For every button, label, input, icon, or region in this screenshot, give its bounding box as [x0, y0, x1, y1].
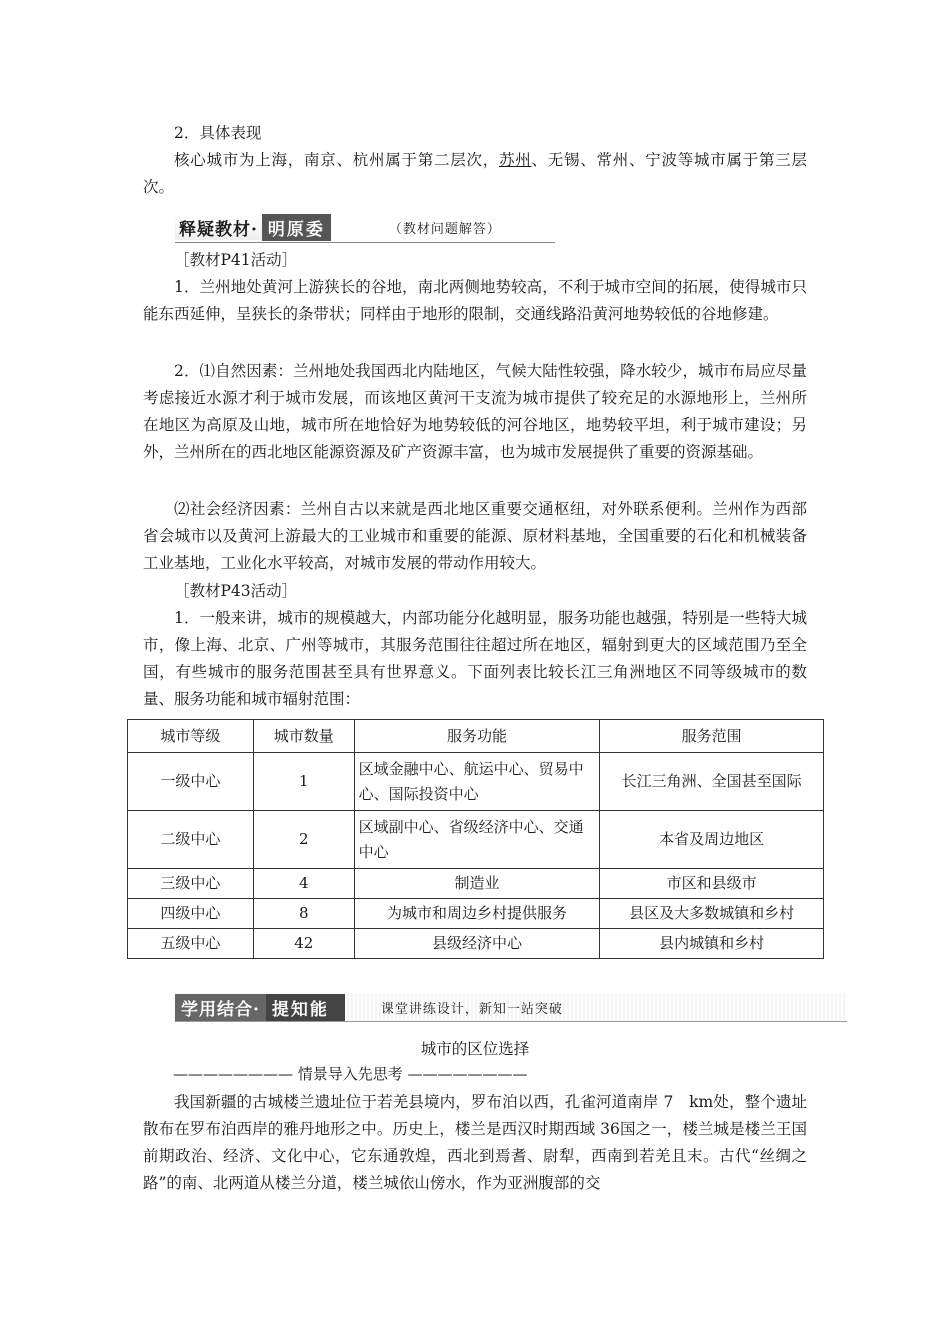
table-row	[128, 811, 824, 869]
section-paragraph: 我国新疆的古城楼兰遗址位于若羌县境内，罗布泊以西，孔雀河道南岸 7 km处，整个遗址散布在罗布泊西岸的雅丹地形之中。历史上，楼兰是西汉时期西域 36国之一，楼兰城是楼兰王国前期政治、经济、文化中心，它东通敦煌，西北到焉耆、尉犁，西南到若羌且末。古代“丝绸之路”的南、北两道从楼兰分道，楼兰城依山傍水，作为亚洲腹部的交	[143, 1093, 807, 1192]
p41-item-1: 1．兰州地处黄河上游狭长的谷地，南北两侧地势较高，不利于城市空间的拓展，使得城市只能东西延伸，呈狭长的条带状；同样由于地形的限制，交通线路沿黄河地势较低的谷地修建。	[143, 278, 807, 323]
table-cell: 4	[253, 869, 354, 899]
table-cell: 本省及周边地区	[600, 811, 824, 869]
intro-text-before: 核心城市为上海，南京、杭州属于第二层次，	[174, 151, 499, 169]
banner-title-part-b: 提知能	[266, 994, 345, 1021]
table-header-cell: 城市数量	[253, 720, 354, 753]
table-header-cell: 服务功能	[354, 720, 600, 753]
intro-text-after: 、无锡、常州、宁波等城市属于第三层次。	[143, 151, 807, 196]
table-header-row	[128, 720, 824, 753]
p43-item-1: 1．一般来讲，城市的规模越大，内部功能分化越明显，服务功能也越强，特别是一些特大城市，像上海、北京、广州等城市，其服务范围往往超过所在地区，辐射到更大的区域范围乃至全国，有些城市的服务范围甚至具有世界意义。下面列表比较长江三角洲地区不同等级城市的数量、服务功能和城市辐射范围：	[143, 609, 807, 708]
banner-note: 课堂讲练设计，新知一站突破	[380, 1001, 563, 1017]
table-cell: 制造业	[354, 869, 600, 899]
table-cell: 区域副中心、省级经济中心、交通中心	[354, 811, 600, 869]
table-cell: 1	[253, 753, 354, 811]
table-cell: 县级经济中心	[354, 929, 600, 959]
table-row	[128, 753, 824, 811]
table-cell: 市区和县级市	[600, 869, 824, 899]
table-cell: 区域金融中心、航运中心、贸易中心、国际投资中心	[354, 753, 600, 811]
intro-underlined-suzhou: 苏州	[498, 151, 532, 169]
table-row	[128, 899, 824, 929]
table-cell: 为城市和周边乡村提供服务	[354, 899, 600, 929]
section-title: 城市的区位选择	[420, 1040, 530, 1058]
p41-item-3: ⑵社会经济因素：兰州自古以来就是西北地区重要交通枢纽，对外联系便利。兰州作为西部省会城市以及黄河上游最大的工业城市和重要的能源、原材料基地，全国重要的石化和机械装备工业基地，工业化水平较高，对城市发展的带动作用较大。	[143, 500, 807, 572]
banner-title-part-b: 明原委	[262, 214, 331, 241]
table-cell: 8	[253, 899, 354, 929]
table-header-cell: 城市等级	[128, 720, 254, 753]
table-row	[128, 929, 824, 959]
section-subheading: ———————— 情景导入先思考 ————————	[173, 1065, 528, 1083]
p41-item-2: 2．⑴自然因素：兰州地处我国西北内陆地区，气候大陆性较强，降水较少，城市布局应尽量考虑接近水源才利于城市发展，而该地区黄河干支流为城市提供了较充足的水源地形上，兰州所在地区为高原及山地，城市所在地恰好为地势较低的河谷地区，地势较平坦，利于城市建设；另外，兰州所在的西北地区能源资源及矿产资源丰富，也为城市发展提供了重要的资源基础。	[143, 362, 807, 461]
table-header-cell: 服务范围	[600, 720, 824, 753]
table-cell: 42	[253, 929, 354, 959]
table-cell: 四级中心	[128, 899, 254, 929]
table-cell: 2	[253, 811, 354, 869]
intro-paragraph	[143, 147, 807, 201]
section-banner-practice	[175, 993, 847, 1022]
table-cell: 三级中心	[128, 869, 254, 899]
table-row	[128, 869, 824, 899]
table-cell: 二级中心	[128, 811, 254, 869]
tag-p41: ［教材P41活动］	[174, 251, 298, 269]
banner-note: （教材问题解答）	[388, 221, 501, 237]
table-cell: 长江三角洲、全国甚至国际	[600, 753, 824, 811]
banner-title-part-a: 学用结合·	[175, 994, 266, 1021]
table-cell: 县内城镇和乡村	[600, 929, 824, 959]
tag-p43: ［教材P43活动］	[174, 582, 298, 600]
banner-title-part-a: 释疑教材·	[175, 215, 262, 240]
table-cell: 一级中心	[128, 753, 254, 811]
section-banner-textbook	[175, 212, 555, 243]
table-cell: 五级中心	[128, 929, 254, 959]
heading-specific-performance: 2．具体表现	[174, 124, 262, 142]
table-cell: 县区及大多数城镇和乡村	[600, 899, 824, 929]
city-level-table	[127, 719, 824, 959]
